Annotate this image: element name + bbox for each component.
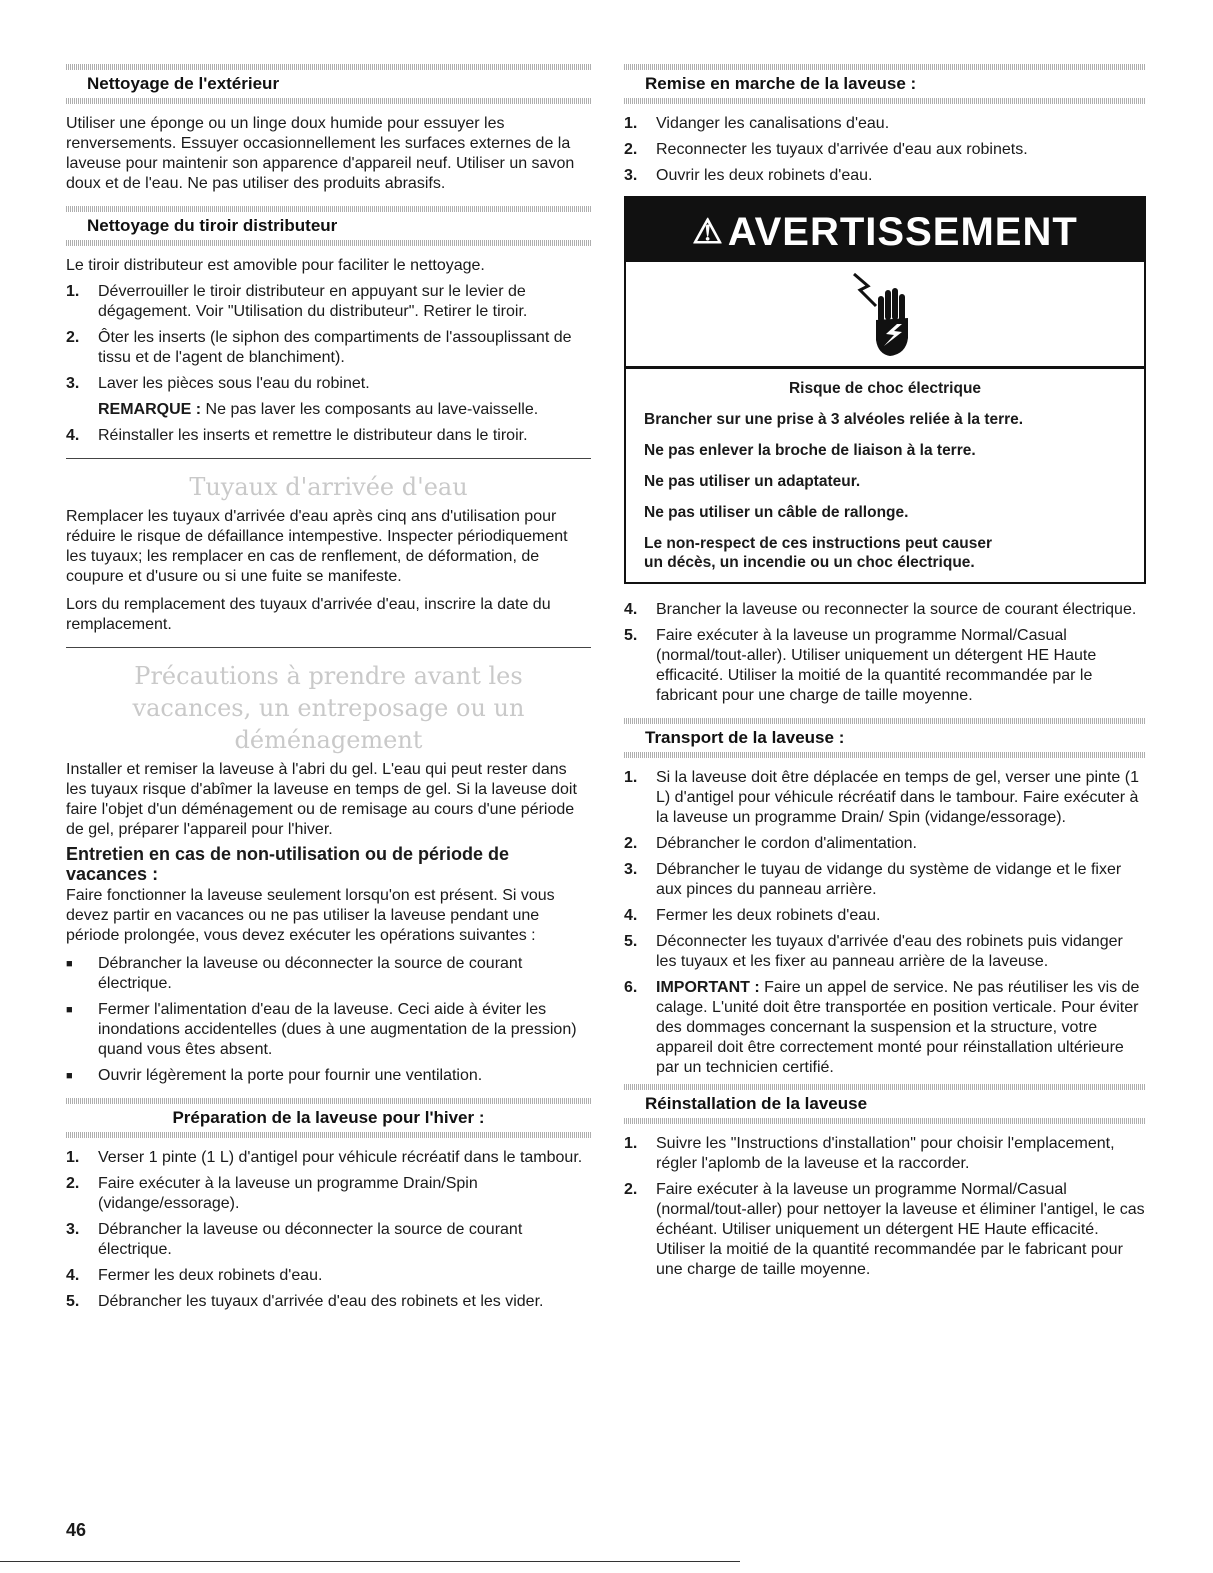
step-number: 5.: [624, 627, 638, 644]
step-text: Débrancher le cordon d'alimentation.: [656, 835, 917, 852]
important-text: Faire un appel de service. Ne pas réutiliser les vis de calage. L'unité doit être transportée en position verticale. Pour éviter des dommages concernant la suspension et la structure, votre appareil doit être correctement monté pour réinstallation ultérieure par un technicien certifié.: [656, 979, 1140, 1076]
step-number: 2.: [624, 1181, 638, 1198]
winter-heading: Préparation de la laveuse pour l'hiver :: [172, 1108, 485, 1127]
warning-line: Brancher sur une prise à 3 alvéoles reliée à la terre.: [644, 411, 1024, 428]
step-number: 1.: [624, 115, 638, 132]
list-item: [624, 600, 1146, 620]
step-number: 1.: [66, 283, 80, 300]
step-text: Faire exécuter à la laveuse un programme Normal/Casual (normal/tout-aller). Utiliser uniquement un détergent HE Haute efficacité. Utiliser la moitié de la quantité recommandée par le fabricant pour une charge de taille moyenne.: [656, 627, 1097, 704]
step-text: Verser 1 pinte (1 L) d'antigel pour véhicule récréatif dans le tambour.: [98, 1149, 583, 1166]
transport-heading-bar: [624, 718, 1146, 758]
drawer-step-4: [66, 426, 591, 446]
drawer-note: [66, 400, 591, 420]
step-text: Faire exécuter à la laveuse un programme Drain/Spin (vidange/essorage).: [98, 1175, 478, 1212]
list-item: [66, 1066, 591, 1086]
list-item: [624, 140, 1146, 160]
reinstall-heading-bar: [624, 1084, 1146, 1124]
step-number: 3.: [624, 861, 638, 878]
left-column: [66, 64, 591, 1324]
list-item: [624, 768, 1146, 828]
step-number: 2.: [624, 835, 638, 852]
warning-title: AVERTISSEMENT: [727, 210, 1078, 254]
step-number: 3.: [66, 375, 80, 392]
list-item: [624, 860, 1146, 900]
warning-header: [626, 198, 1144, 262]
vacation-text-1: Installer et remiser la laveuse à l'abri du gel. L'eau qui peut rester dans les tuyaux risque d'abîmer la laveuse en temps de gel. Si la laveuse doit faire l'objet d'un déménagement ou de remisage au cours d'une période de gel, préparer l'appareil pour l'hiver.: [66, 761, 577, 838]
hoses-text-1: Remplacer les tuyaux d'arrivée d'eau après cinq ans d'utilisation pour réduire le risque de défaillance intempestive. Inspecter périodiquement les tuyaux; les remplacer en cas de renflement, de déformation, de coupure et d'usure ou si une fuite se manifeste.: [66, 508, 568, 585]
list-item: [624, 978, 1146, 1078]
list-item: [624, 166, 1146, 186]
step-text: Reconnecter les tuyaux d'arrivée d'eau aux robinets.: [656, 141, 1028, 158]
drawer-heading: Nettoyage du tiroir distributeur: [87, 216, 338, 235]
step-number: 4.: [624, 907, 638, 924]
step-text: Ôter les inserts (le siphon des compartiments de l'assouplissant de tissu et de l'agent de blanchiment).: [98, 329, 572, 366]
list-item: [66, 426, 591, 446]
exterior-heading-bar: [66, 64, 591, 104]
step-number: 4.: [66, 427, 80, 444]
bullet-text: Débrancher la laveuse ou déconnecter la source de courant électrique.: [98, 955, 523, 992]
list-item: [66, 328, 591, 368]
section-divider: [66, 647, 591, 648]
section-divider: [66, 458, 591, 459]
step-number: 1.: [66, 1149, 80, 1166]
bullet-square-icon: ■: [66, 1004, 73, 1016]
list-item: [66, 1266, 591, 1286]
list-item: [66, 1292, 591, 1312]
step-number: 4.: [66, 1267, 80, 1284]
bullet-text: Fermer l'alimentation d'eau de la laveuse. Ceci aide à éviter les inondations accidentelles (dues à une augmentation de la pression) quand vous êtes absent.: [98, 1001, 577, 1058]
page-number: 46: [66, 1520, 87, 1540]
warning-consequence-2: un décès, un incendie ou un choc électrique.: [644, 554, 975, 571]
step-text: Réinstaller les inserts et remettre le distributeur dans le tiroir.: [98, 427, 528, 444]
exterior-heading: Nettoyage de l'extérieur: [87, 74, 280, 93]
step-text: Suivre les "Instructions d'installation" pour choisir l'emplacement, régler l'aplomb de la laveuse et la raccorder.: [656, 1135, 1115, 1172]
vacation-bullets: [66, 954, 591, 1086]
step-number: 5.: [624, 933, 638, 950]
list-item: [624, 834, 1146, 854]
step-text: [656, 978, 1146, 1078]
list-item: [624, 626, 1146, 706]
step-number: 3.: [66, 1221, 80, 1238]
list-item: [66, 374, 591, 394]
important-label: IMPORTANT :: [656, 979, 760, 996]
step-text: Fermer les deux robinets d'eau.: [656, 907, 881, 924]
warning-consequence-1: Le non-respect de ces instructions peut causer: [644, 535, 992, 552]
restart-steps: [624, 114, 1146, 186]
list-item: [66, 954, 591, 994]
transport-heading: Transport de la laveuse :: [645, 728, 845, 747]
step-text: Si la laveuse doit être déplacée en temps de gel, verser une pinte (1 L) d'antigel pour véhicule récréatif dans le tambour. Faire exécuter à la laveuse un programme Drain/ Spin (vidange/essorage).: [656, 769, 1139, 826]
step-text: Déconnecter les tuyaux d'arrivée d'eau des robinets puis vidanger les tuyaux et les fixer au panneau arrière de la laveuse.: [656, 933, 1123, 970]
right-column: [624, 64, 1146, 1292]
warning-line: Ne pas utiliser un adaptateur.: [644, 473, 861, 490]
list-item: [624, 114, 1146, 134]
step-number: 2.: [66, 329, 80, 346]
step-text: Débrancher le tuyau de vidange du système de vidange et le fixer aux pinces du panneau arrière.: [656, 861, 1122, 898]
warning-text: [626, 369, 1144, 582]
list-item: [66, 1220, 591, 1260]
list-item: [66, 1174, 591, 1214]
bullet-square-icon: ■: [66, 958, 73, 970]
step-number: 1.: [624, 769, 638, 786]
step-text: Brancher la laveuse ou reconnecter la source de courant électrique.: [656, 601, 1137, 618]
step-number: 6.: [624, 979, 638, 996]
restart-heading: Remise en marche de la laveuse :: [645, 74, 917, 93]
restart-steps-continued: [624, 600, 1146, 706]
drawer-heading-bar: [66, 206, 591, 246]
step-number: 5.: [66, 1293, 80, 1310]
warning-triangle-icon: ⚠: [692, 213, 724, 251]
hoses-text-2: Lors du remplacement des tuyaux d'arrivée d'eau, inscrire la date du remplacement.: [66, 596, 551, 633]
hoses-title: Tuyaux d'arrivée d'eau: [189, 473, 468, 501]
step-number: 2.: [624, 141, 638, 158]
step-text: Déverrouiller le tiroir distributeur en appuyant sur le levier de dégagement. Voir "Utilisation du distributeur". Retirer le tiroir.: [98, 283, 528, 320]
warning-box: [624, 196, 1146, 584]
step-text: Laver les pièces sous l'eau du robinet.: [98, 375, 370, 392]
step-number: 4.: [624, 601, 638, 618]
warning-consequence: [644, 534, 1144, 572]
warning-risk: Risque de choc électrique: [788, 380, 982, 397]
step-text: Ouvrir les deux robinets d'eau.: [656, 167, 873, 184]
list-item: [624, 906, 1146, 926]
step-number: 1.: [624, 1135, 638, 1152]
step-text: Vidanger les canalisations d'eau.: [656, 115, 890, 132]
vacation-text-2: Faire fonctionner la laveuse seulement lorsqu'on est présent. Si vous devez partir en vacances ou ne pas utiliser la laveuse pendant une période prolongée, vous devez exécuter les opérations suivantes :: [66, 887, 555, 944]
step-text: Faire exécuter à la laveuse un programme Normal/Casual (normal/tout-aller) pour nettoyer la laveuse et éliminer l'antigel, le cas échéant. Utiliser uniquement un détergent HE Haute efficacité. Utiliser la moitié de la quantité recommandée par le fabricant pour une charge de taille moyenne.: [656, 1181, 1145, 1278]
winter-steps: [66, 1148, 591, 1312]
vacation-subheading: Entretien en cas de non-utilisation ou de période de vacances :: [66, 844, 510, 884]
bullet-square-icon: ■: [66, 1070, 73, 1082]
list-item: [66, 1000, 591, 1060]
step-number: 2.: [66, 1175, 80, 1192]
bullet-text: Ouvrir légèrement la porte pour fournir une ventilation.: [98, 1067, 483, 1084]
bottom-rule: [0, 1561, 740, 1562]
exterior-text: Utiliser une éponge ou un linge doux humide pour essuyer les renversements. Essuyer occasionnellement les surfaces externes de la laveuse pour maintenir son apparence d'appareil neuf. Utiliser un savon doux et de l'eau. Ne pas utiliser des produits abrasifs.: [66, 115, 575, 192]
warning-line: Ne pas utiliser un câble de rallonge.: [644, 504, 909, 521]
list-item: [66, 282, 591, 322]
note-label: REMARQUE :: [98, 401, 202, 418]
list-item: [624, 1134, 1146, 1174]
step-text: Fermer les deux robinets d'eau.: [98, 1267, 323, 1284]
step-number: 3.: [624, 167, 638, 184]
transport-steps: [624, 768, 1146, 1078]
restart-heading-bar: [624, 64, 1146, 104]
step-text: Débrancher les tuyaux d'arrivée d'eau des robinets et les vider.: [98, 1293, 544, 1310]
list-item: [624, 932, 1146, 972]
warning-icon-area: [626, 262, 1144, 369]
list-item: [66, 1148, 591, 1168]
reinstall-steps: [624, 1134, 1146, 1280]
reinstall-heading: Réinstallation de la laveuse: [645, 1094, 868, 1113]
warning-line: Ne pas enlever la broche de liaison à la terre.: [644, 442, 976, 459]
vacation-title: Précautions à prendre avant les vacances, un entreposage ou un déménagement: [132, 662, 525, 754]
electrical-shock-hand-icon: [850, 268, 920, 360]
drawer-intro: Le tiroir distributeur est amovible pour faciliter le nettoyage.: [66, 257, 485, 274]
drawer-steps: [66, 282, 591, 394]
list-item: [624, 1180, 1146, 1280]
step-text: Débrancher la laveuse ou déconnecter la source de courant électrique.: [98, 1221, 523, 1258]
note-text: Ne pas laver les composants au lave-vaisselle.: [201, 401, 539, 418]
winter-heading-bar: [66, 1098, 591, 1138]
